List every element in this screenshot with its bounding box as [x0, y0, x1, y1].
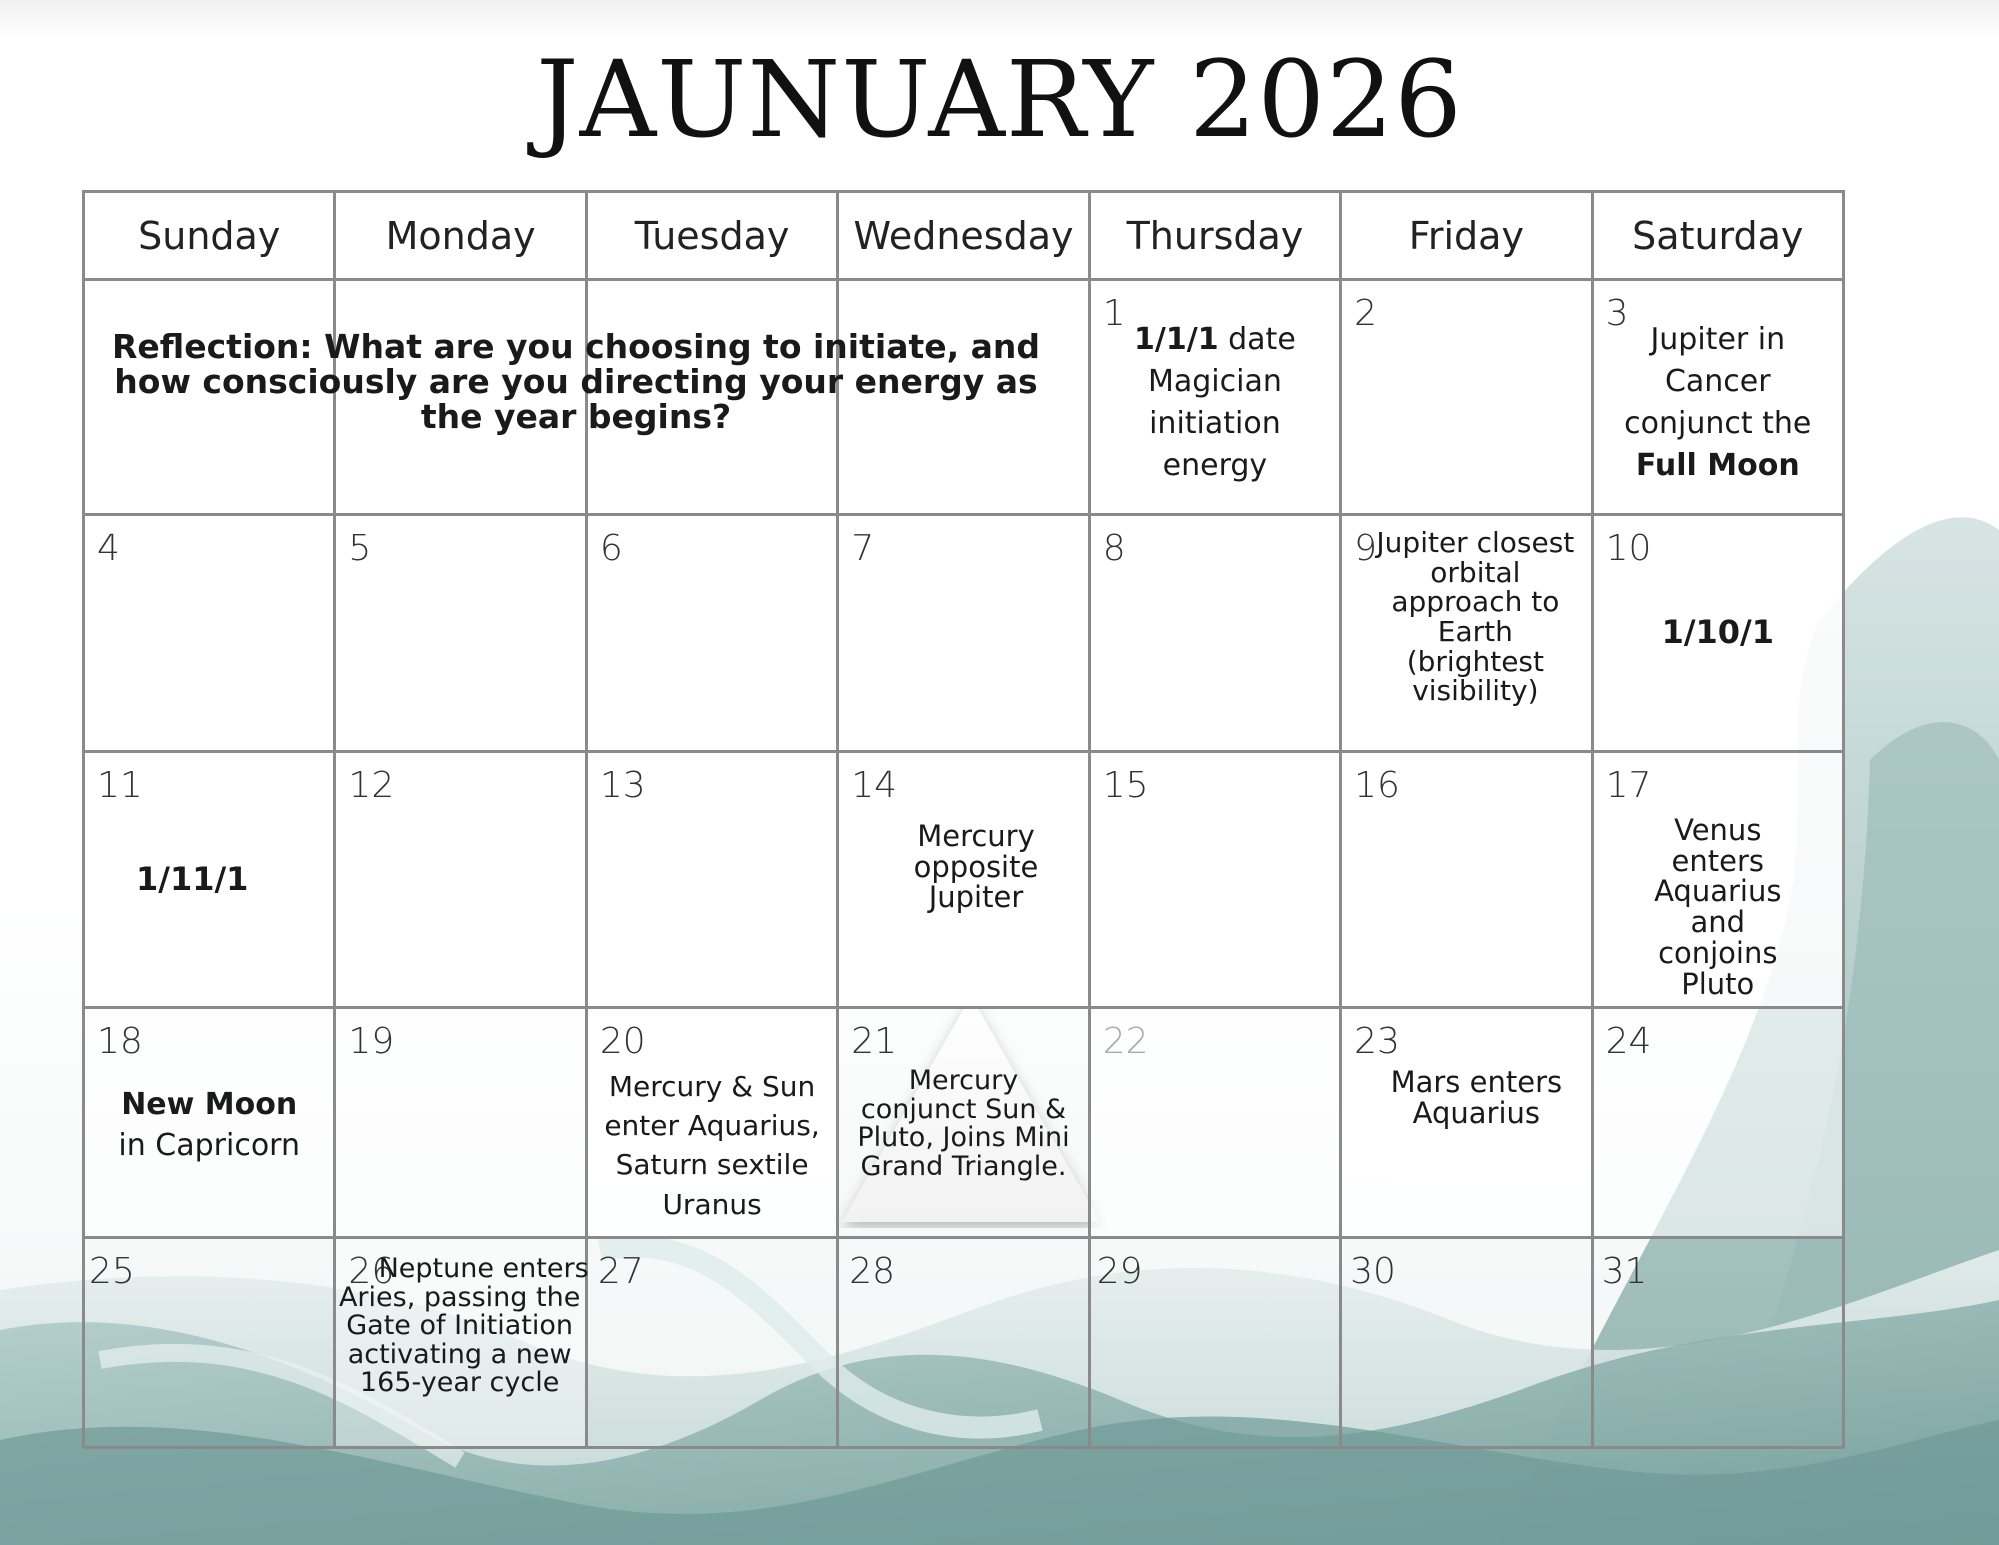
day-note-bold: 1/10/1: [1661, 613, 1774, 651]
day-number: 18: [97, 1021, 143, 1062]
day-number: 26: [348, 1251, 395, 1292]
weekday-sunday: Sunday: [85, 193, 336, 281]
day-cell-30[interactable]: [1342, 1239, 1593, 1449]
day-number: 3: [1605, 293, 1629, 334]
day-cell-23[interactable]: [1342, 1009, 1593, 1239]
day-number: 9: [1354, 528, 1378, 569]
day-cell-4[interactable]: [85, 516, 336, 753]
day-note: Mercury opposite Jupiter: [913, 819, 1039, 915]
weekday-friday: Friday: [1342, 193, 1593, 281]
day-cell-1[interactable]: [1091, 281, 1342, 516]
day-note: Venus enters Aquarius and conjoins Pluto: [1654, 813, 1782, 1001]
day-cell-9[interactable]: [1342, 516, 1593, 753]
day-note-text: in Capricorn: [118, 1127, 301, 1163]
day-number: 22: [1102, 1021, 1149, 1062]
weekday-saturday: Saturday: [1594, 193, 1845, 281]
day-note-bold: 1/1/1: [1134, 322, 1219, 357]
day-cell-15[interactable]: [1091, 753, 1342, 1009]
day-cell-19[interactable]: [336, 1009, 587, 1239]
day-cell-29[interactable]: [1091, 1239, 1342, 1449]
day-cell-20[interactable]: [588, 1009, 839, 1239]
day-note: [1600, 319, 1836, 487]
day-cell-3[interactable]: [1594, 281, 1845, 516]
day-number: 13: [599, 765, 646, 806]
day-note-bold: Full Moon: [1635, 448, 1800, 483]
day-number: 31: [1601, 1251, 1648, 1292]
day-number: 6: [599, 528, 623, 569]
day-number: 25: [89, 1251, 135, 1292]
day-cell-12[interactable]: [336, 753, 587, 1009]
day-cell-18[interactable]: [85, 1009, 336, 1239]
day-number: 28: [849, 1251, 896, 1292]
day-cell-31[interactable]: [1594, 1239, 1845, 1449]
day-number: 8: [1102, 528, 1126, 569]
day-note: [1097, 319, 1333, 487]
day-note-bold: 1/11/1: [135, 860, 249, 898]
day-cell-24[interactable]: [1594, 1009, 1845, 1239]
day-number: 7: [851, 528, 875, 569]
day-cell-25[interactable]: [85, 1239, 336, 1449]
day-cell-22[interactable]: [1091, 1009, 1342, 1239]
day-cell-8[interactable]: [1091, 516, 1342, 753]
day-note: Neptune enters Aries, passing the Gate of Initiation activating a new 165-year cycle: [338, 1253, 589, 1399]
day-cell-26[interactable]: [336, 1239, 587, 1449]
day-number: 5: [348, 528, 372, 569]
day-cell-11[interactable]: [85, 753, 336, 1009]
day-cell-17[interactable]: [1594, 753, 1845, 1009]
day-number: 19: [348, 1021, 395, 1062]
calendar-title: JAUNUARY 2026: [536, 38, 1463, 161]
day-note: [91, 1085, 327, 1166]
day-number: 4: [97, 528, 120, 569]
day-cell-21[interactable]: [839, 1009, 1090, 1239]
day-cell-16[interactable]: [1342, 753, 1593, 1009]
day-cell-27[interactable]: [588, 1239, 839, 1449]
day-note: Jupiter closest orbital approach to Earth (brightest visibility): [1376, 526, 1575, 708]
day-note-text: Jupiter in Cancer conjunct the: [1624, 322, 1812, 441]
day-number: 14: [851, 765, 898, 806]
day-number: 12: [348, 765, 395, 806]
day-cell-10[interactable]: [1594, 516, 1845, 753]
day-note: Mercury & Sun enter Aquarius, Saturn sextile Uranus: [604, 1070, 820, 1221]
day-note: Mars enters Aquarius: [1390, 1065, 1563, 1130]
day-number: 17: [1605, 765, 1652, 806]
day-cell-28[interactable]: [839, 1239, 1090, 1449]
weekday-monday: Monday: [336, 193, 587, 281]
day-number: 21: [851, 1021, 898, 1062]
day-number: 2: [1354, 293, 1378, 334]
day-note-bold: New Moon: [121, 1087, 298, 1122]
day-cell-6[interactable]: [588, 516, 839, 753]
reflection-prompt: Reflection: What are you choosing to initiate, and how consciously are you directing your energy as the year begins?: [111, 327, 1041, 436]
weekday-wednesday: Wednesday: [839, 193, 1090, 281]
day-number: 30: [1350, 1251, 1396, 1292]
day-note-text: date Magician initiation energy: [1147, 322, 1296, 483]
weekday-thursday: Thursday: [1091, 193, 1342, 281]
day-cell-5[interactable]: [336, 516, 587, 753]
day-number: 10: [1605, 528, 1652, 569]
day-cell-2[interactable]: [1342, 281, 1593, 516]
day-number: 29: [1096, 1251, 1143, 1292]
day-note: Mercury conjunct Sun & Pluto, Joins Mini Grand Triangle.: [857, 1065, 1070, 1182]
day-number: 15: [1102, 765, 1149, 806]
day-number: 23: [1354, 1021, 1400, 1062]
day-cell-13[interactable]: [588, 753, 839, 1009]
day-cell-14[interactable]: [839, 753, 1090, 1009]
weekday-tuesday: Tuesday: [588, 193, 839, 281]
day-number: 20: [599, 1021, 646, 1062]
day-number: 1: [1102, 293, 1126, 334]
day-number: 16: [1354, 765, 1400, 806]
day-number: 24: [1605, 1021, 1652, 1062]
day-number: 11: [97, 765, 143, 806]
day-number: 27: [597, 1251, 644, 1292]
day-cell-7[interactable]: [839, 516, 1090, 753]
